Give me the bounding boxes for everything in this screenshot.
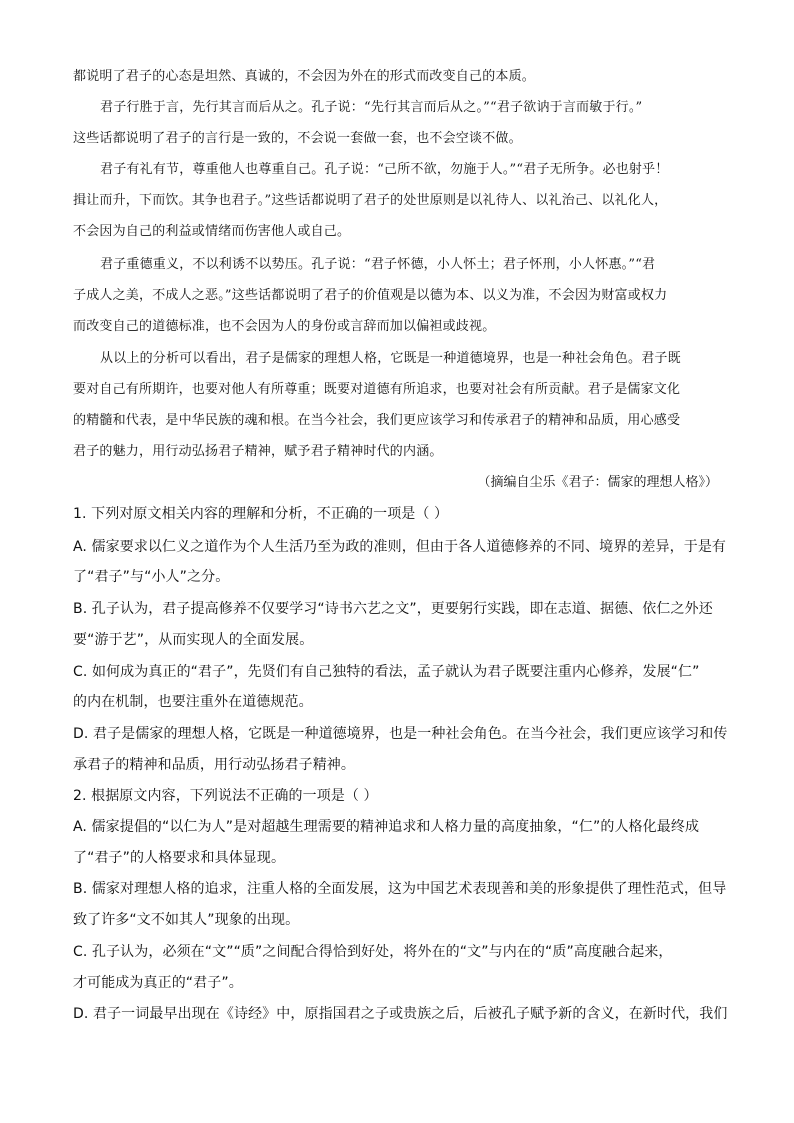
- passage-line: 而改变自己的道德标准，也不会因为人的身份或言辞而加以偏袒或歧视。: [73, 319, 496, 334]
- option-a-line: A. 儒家要求以仁义之道作为个人生活乃至为政的准则，但由于各人道德修养的不同、境界的差异，于是有: [73, 539, 727, 555]
- option-b-line: 要“游于艺”，从而实现人的全面发展。: [73, 632, 314, 648]
- option-c-line: C. 孔子认为，必须在“文”“质”之间配合得恰到好处，将外在的“文”与内在的“质”高度融合起来，: [73, 944, 673, 960]
- option-c-line: C. 如何成为真正的“君子”，先贤们有自己独特的看法，孟子就认为君子既要注重内心修养，发展“仁”: [73, 664, 700, 680]
- passage-line: 要对自己有所期许，也要对他人有所尊重；既要对道德有所追求，也要对社会有所贡献。君子是儒家文化: [73, 382, 681, 397]
- option-a-line: 了“君子”与“小人”之分。: [73, 569, 230, 585]
- option-c-line: 才可能成为真正的“君子”。: [73, 975, 243, 991]
- passage-line: 君子的魅力，用行动弘扬君子精神，赋予君子精神时代的内涵。: [73, 444, 443, 459]
- passage-line: 揖让而升，下而饮。其争也君子。”这些话都说明了君子的处世原则是以礼待人、以礼治己、以礼化人，: [73, 193, 668, 208]
- option-c-line: 的内在机制，也要注重外在道德规范。: [73, 694, 313, 710]
- passage-line: 不会因为自己的利益或情绪而伤害他人或自己。: [73, 224, 351, 239]
- passage-line: 君子行胜于言，先行其言而后从之。孔子说：“先行其言而后从之。”“君子欲讷于言而敏于行。”: [100, 100, 643, 115]
- option-b-line: B. 孔子认为，君子提高修养不仅要学习“诗书六艺之文”，更要躬行实践，即在志道、据德、依仁之外还: [73, 601, 713, 617]
- option-b-line: B. 儒家对理想人格的追求，注重人格的全面发展，这为中国艺术表现善和美的形象提供了理性范式，但导: [73, 881, 727, 897]
- passage-line: 的精髓和代表，是中华民族的魂和根。在当今社会，我们更应该学习和传承君子的精神和品质，用心感受: [73, 413, 681, 428]
- passage-citation: （摘编自尘乐《君子：儒家的理想人格》）: [477, 475, 718, 490]
- passage-line: 君子有礼有节，尊重他人也尊重自己。孔子说：“己所不欲，勿施于人。”“君子无所争。必也射乎！: [100, 162, 669, 177]
- question-2-stem: 2. 根据原文内容，下列说法不正确的一项是（ ）: [73, 788, 378, 804]
- passage-line: 都说明了君子的心态是坦然、真诚的，不会因为外在的形式而改变自己的本质。: [73, 69, 536, 84]
- option-a-line: A. 儒家提倡的“以仁为人”是对超越生理需要的精神追求和人格力量的高度抽象，“仁”的人格化最终成: [73, 819, 700, 835]
- passage-line: 君子重德重义，不以利诱不以势压。孔子说：“君子怀德，小人怀土；君子怀刑，小人怀惠。”“君: [100, 257, 656, 272]
- question-1-stem: 1. 下列对原文相关内容的理解和分析，不正确的一项是（ ）: [73, 506, 449, 522]
- passage-line: 从以上的分析可以看出，君子是儒家的理想人格，它既是一种道德境界，也是一种社会角色。君子既: [100, 351, 681, 366]
- option-d-line: D. 君子一词最早出现在《诗经》中，原指国君之子或贵族之后，后被孔子赋予新的含义，在新时代，我们: [73, 1006, 728, 1022]
- passage-line: 这些话都说明了君子的言行是一致的，不会说一套做一套，也不会空谈不做。: [73, 131, 522, 146]
- option-d-line: 承君子的精神和品质，用行动弘扬君子精神。: [73, 757, 355, 773]
- option-a-line: 了“君子”的人格要求和具体显现。: [73, 850, 286, 866]
- passage-line: 子成人之美，不成人之恶。”这些话都说明了君子的价值观是以德为本、以义为准，不会因为财富或权力: [73, 288, 668, 303]
- option-d-line: D. 君子是儒家的理想人格，它既是一种道德境界，也是一种社会角色。在当今社会，我们更应该学习和传: [73, 726, 728, 742]
- option-b-line: 致了许多“文不如其人”现象的出现。: [73, 912, 300, 928]
